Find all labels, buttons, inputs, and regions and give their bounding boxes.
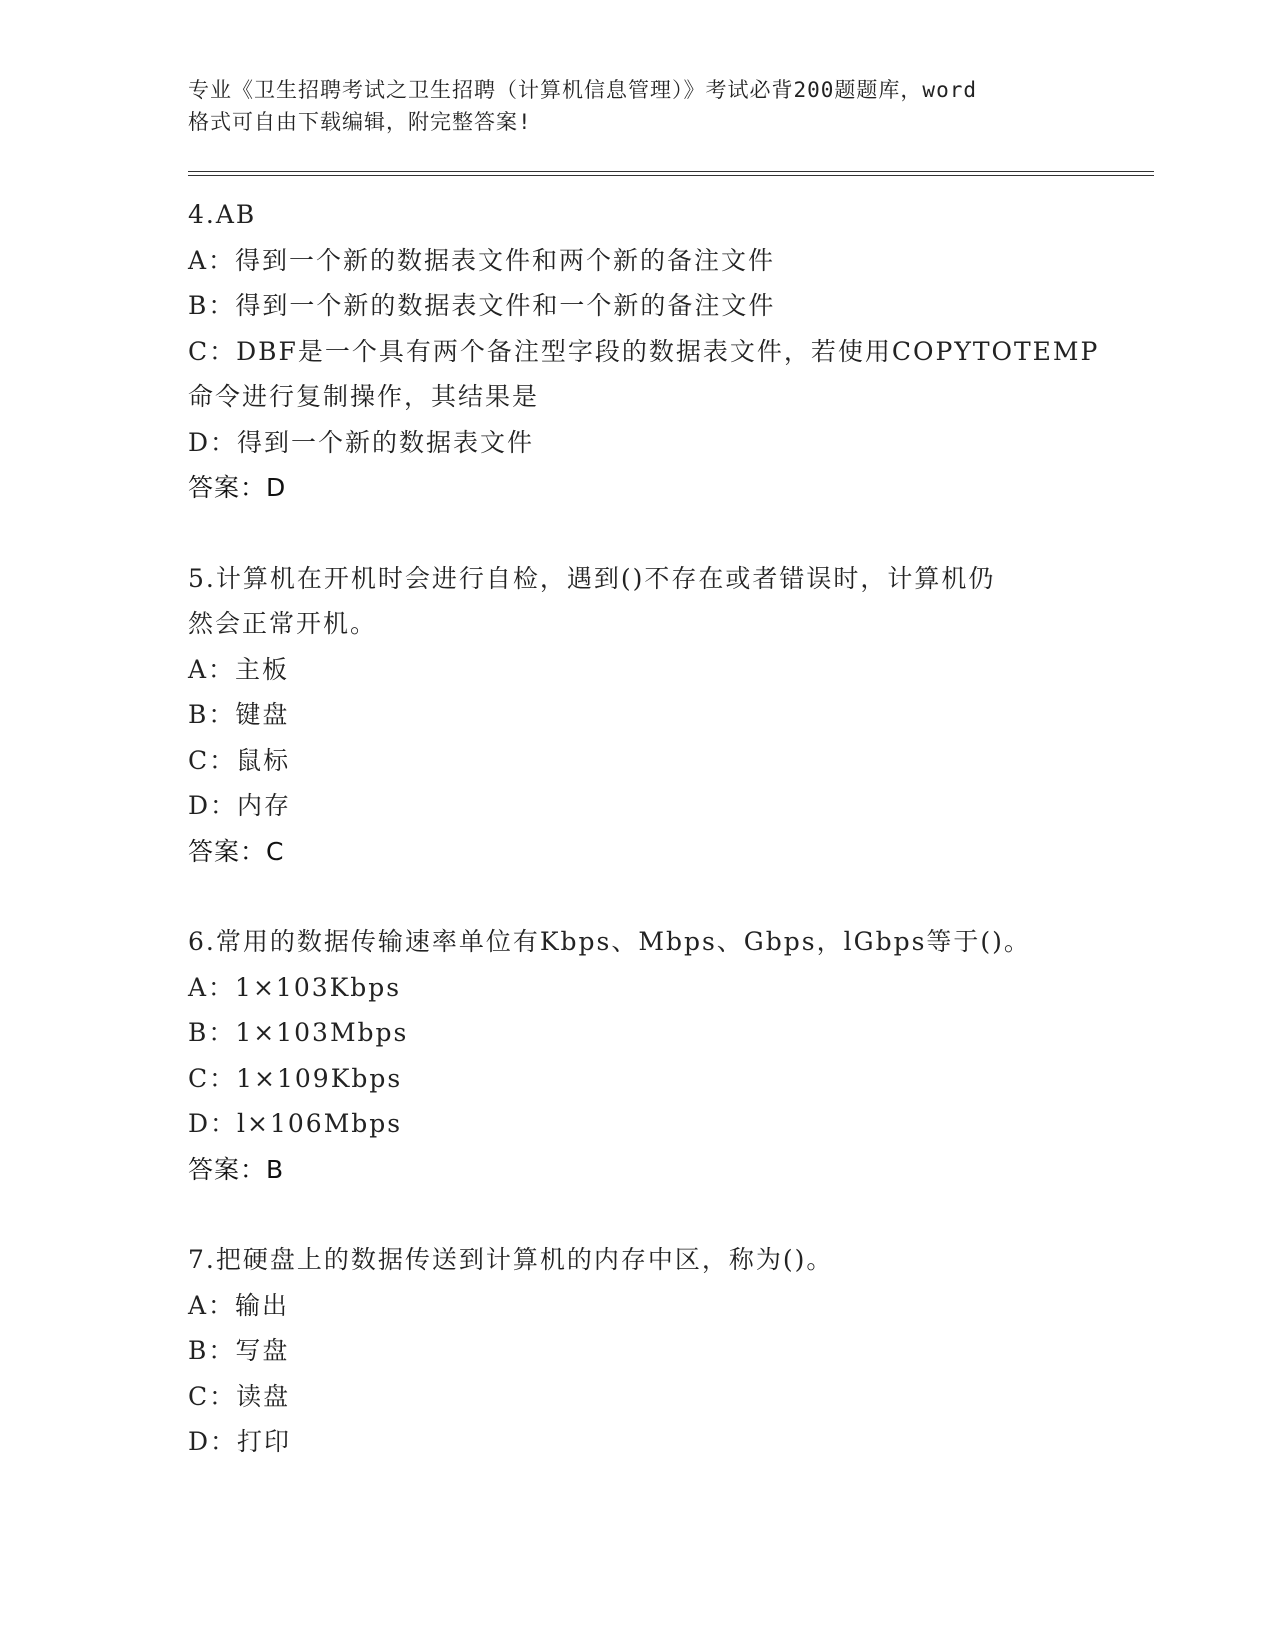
option-b: B：得到一个新的数据表文件和一个新的备注文件 [188, 291, 776, 320]
question-list [188, 192, 1148, 1465]
header-line-1: 专业《卫生招聘考试之卫生招聘（计算机信息管理）》考试必背200题题库，word [188, 78, 977, 102]
option-d: D：打印 [188, 1427, 292, 1456]
option-d: D：得到一个新的数据表文件 [188, 427, 535, 457]
header-rule-bottom [188, 175, 1154, 176]
option-d: D：内存 [188, 791, 292, 820]
header-rule-top [188, 171, 1154, 172]
option-a: A：输出 [188, 1290, 290, 1320]
question-text: 5.计算机在开机时会进行自检，遇到()不存在或者错误时，计算机仍 [188, 563, 996, 593]
option-c: C：DBF是一个具有两个备注型字段的数据表文件，若使用COPYTOTEMP [188, 336, 1100, 366]
option-a: A：主板 [188, 654, 290, 684]
question-text: 然会正常开机。 [188, 609, 378, 638]
question-gap [188, 511, 1148, 556]
option-c: 命令进行复制操作，其结果是 [188, 382, 540, 411]
document-header [188, 74, 1098, 138]
question-text: 6.常用的数据传输速率单位有Kbps、Mbps、Gbps，lGbps等于()。 [188, 927, 1031, 956]
option-a: A：得到一个新的数据表文件和两个新的备注文件 [188, 245, 776, 275]
question-block [188, 1237, 1148, 1465]
option-a: A：1×103Kbps [188, 972, 402, 1002]
answer-line: 答案：B [188, 1154, 285, 1184]
question-gap [188, 874, 1148, 919]
option-c: C：鼠标 [188, 745, 291, 775]
question-block [188, 556, 1148, 875]
option-d: D：l×106Mbps [188, 1109, 403, 1138]
option-b: B：写盘 [188, 1336, 290, 1365]
question-text: 4.AB [188, 200, 257, 229]
question-block [188, 192, 1148, 511]
answer-line: 答案：C [188, 836, 285, 866]
option-b: B：1×103Mbps [188, 1018, 409, 1047]
question-gap [188, 1192, 1148, 1237]
question-block [188, 919, 1148, 1192]
answer-line: 答案：D [188, 473, 287, 502]
option-b: B：键盘 [188, 700, 290, 729]
question-text: 7.把硬盘上的数据传送到计算机的内存中区，称为()。 [188, 1245, 834, 1274]
option-c: C：读盘 [188, 1381, 291, 1411]
option-c: C：1×109Kbps [188, 1063, 403, 1093]
header-line-2: 格式可自由下载编辑，附完整答案! [188, 110, 532, 134]
